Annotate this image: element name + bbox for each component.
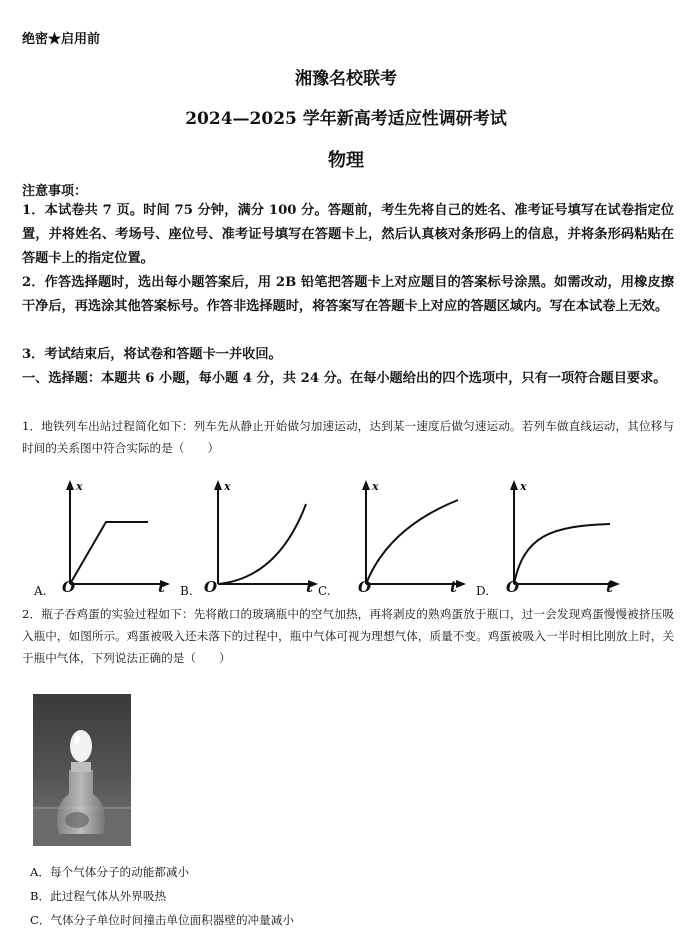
graph-a-origin: O (62, 578, 76, 596)
subject-title: 物理 (328, 150, 364, 171)
graph-b-x-label: t (306, 578, 313, 596)
graph-c-option-label: C. (318, 584, 331, 598)
graph-a-curve (70, 522, 148, 584)
notice-item-3: 3．考试结束后，将试卷和答题卡一并收回。 (22, 347, 282, 362)
egg-shape (70, 730, 92, 762)
graph-b-curve (218, 504, 306, 584)
egg-bottle-illustration (33, 694, 131, 846)
graph-a-y-label: x (76, 480, 83, 493)
exam-title: 2024—2025 学年新高考适应性调研考试 (185, 109, 507, 129)
graph-d-svg (466, 474, 626, 600)
section-heading: 一、选择题：本题共 6 小题，每小题 4 分，共 24 分。在每小题给出的四个选项中，只有一项符合题目要求。 (22, 371, 667, 386)
graph-c (318, 474, 468, 600)
notice-item-1: 1．本试卷共 7 页。时间 75 分钟，满分 100 分。答题前，考生先将自己的姓名、准考证号填写在试卷指定位置，并将姓名、考场号、座位号、准考证号填写在答题卡上，然后认真核对条形码上的信息，并将条形码粘贴在答题卡上的指定位置。 (22, 203, 674, 266)
question-1-stem: 1．地铁列车出站过程简化如下：列车先从静止开始做匀加速运动，达到某一速度后做匀速运动。若列车做直线运动，其位移与时间的关系图中符合实际的是（ ） (22, 419, 674, 455)
graph-c-svg (318, 474, 468, 600)
graph-d (466, 474, 626, 600)
graph-a-option-label: A. (34, 584, 47, 598)
graph-b-option-label: B. (180, 584, 193, 598)
egg-bottle-photo (33, 694, 131, 846)
notice-item-2: 2．作答选择题时，选出每小题答案后，用 2B 铅笔把答题卡上对应题目的答案标号涂黑。如需改动，用橡皮擦干净后，再选涂其他答案标号。作答非选择题时，将答案写在答题卡上对应的答题区域内。写在本试卷上无效。 (22, 275, 674, 314)
graph-c-x-label: t (450, 578, 457, 596)
graph-c-curve (366, 500, 458, 584)
graph-b (170, 474, 320, 600)
graph-b-svg (170, 474, 320, 600)
q2-option-c: C．气体分子单位时间撞击单位面积器壁的冲量减小 (30, 913, 294, 927)
graph-d-origin: O (506, 578, 520, 596)
graph-a-x-label: t (158, 578, 165, 596)
graph-c-origin: O (358, 578, 372, 596)
graph-d-curve (514, 524, 610, 584)
graph-a-svg (22, 474, 172, 600)
q2-option-a: A．每个气体分子的动能都减小 (30, 865, 190, 879)
exam-organizer-title: 湘豫名校联考 (295, 69, 397, 89)
notice-heading: 注意事项： (22, 184, 88, 199)
confidential-label: 绝密★启用前 (22, 32, 101, 47)
graph-d-y-label: x (520, 480, 527, 493)
question-2-stem: 2．瓶子吞鸡蛋的实验过程如下：先将敞口的玻璃瓶中的空气加热，再将剥皮的熟鸡蛋放于瓶口，过一会发现鸡蛋慢慢被挤压吸入瓶中，如图所示。鸡蛋被吸入还未落下的过程中，瓶中气体可视为理想气体，质量不变。鸡蛋被吸入一半时相比刚放上时，关于瓶中气体，下列说法正确的是（ ） (22, 607, 674, 665)
graph-d-x-label: t (606, 578, 613, 596)
graph-a (22, 474, 172, 600)
graph-b-origin: O (204, 578, 218, 596)
q2-option-b: B．此过程气体从外界吸热 (30, 889, 167, 903)
graph-d-option-label: D. (476, 584, 490, 598)
graph-c-y-label: x (372, 480, 379, 493)
graph-b-y-label: x (224, 480, 231, 493)
